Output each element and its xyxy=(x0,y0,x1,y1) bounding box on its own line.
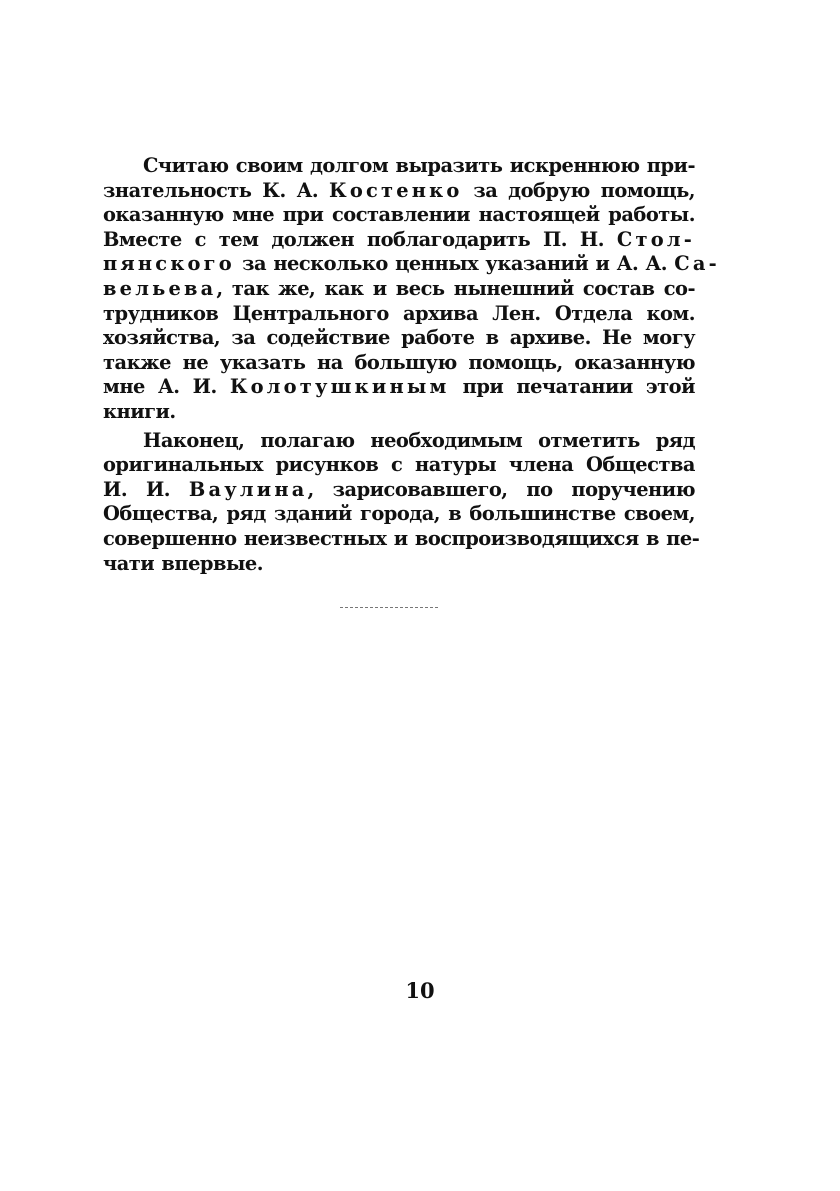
text-line xyxy=(103,277,695,302)
text-line: оказанную мне при составлении настоящей работы. xyxy=(103,203,695,227)
text-run: знательность К. А. xyxy=(103,178,329,202)
text-run: , зарисовавшего, по поручению xyxy=(307,477,695,501)
page-number: 10 xyxy=(405,978,435,1003)
spaced-name: Костенко xyxy=(329,178,463,202)
text-line xyxy=(103,375,695,400)
text-line xyxy=(103,478,695,503)
text-line: оригинальных рисунков с натуры члена Общества xyxy=(103,453,695,477)
spaced-name: Колотушкиным xyxy=(229,375,450,399)
text-run: , так же, как и весь нынешний состав со- xyxy=(216,276,695,300)
text-line: книги. xyxy=(103,399,176,423)
text-run: И. И. xyxy=(103,477,189,501)
text-run: за добрую помощь, xyxy=(462,178,695,202)
section-divider xyxy=(340,607,438,608)
text-line: Общества, ряд зданий города, в большинстве своем, xyxy=(103,502,695,526)
text-line: трудников Центрального архива Лен. Отдела ком. xyxy=(103,301,695,325)
text-run: Вместе с тем должен поблагодарить П. Н. xyxy=(103,227,617,251)
text-line xyxy=(103,252,720,277)
spaced-name: пянского xyxy=(103,252,235,276)
text-line: совершенно неизвестных и воспроизводящихся в пе- xyxy=(103,526,700,550)
main-text xyxy=(103,154,720,576)
text-run: при печатании этой xyxy=(449,375,695,399)
text-line: также не указать на большую помощь, оказанную xyxy=(103,350,695,374)
spaced-name: Са- xyxy=(674,252,720,276)
spaced-name: Стол- xyxy=(616,227,695,251)
illustrations-paragraph xyxy=(103,428,700,577)
text-line: Считаю своим долгом выразить искреннюю при- xyxy=(143,154,695,177)
acknowledgment-paragraph xyxy=(103,154,720,425)
text-line xyxy=(103,179,695,204)
text-run: за несколько ценных указаний и А. А. xyxy=(234,252,675,276)
spaced-name: Ваулина xyxy=(188,477,308,501)
text-line: хозяйства, за содействие работе в архиве. Не могу xyxy=(103,326,695,350)
text-run: мне А. И. xyxy=(103,375,230,399)
text-line: чати впервые. xyxy=(103,551,263,575)
text-line xyxy=(103,228,695,253)
text-line: Наконец, полагаю необходимым отметить ряд xyxy=(143,428,695,452)
spaced-name: вельева xyxy=(103,276,217,300)
